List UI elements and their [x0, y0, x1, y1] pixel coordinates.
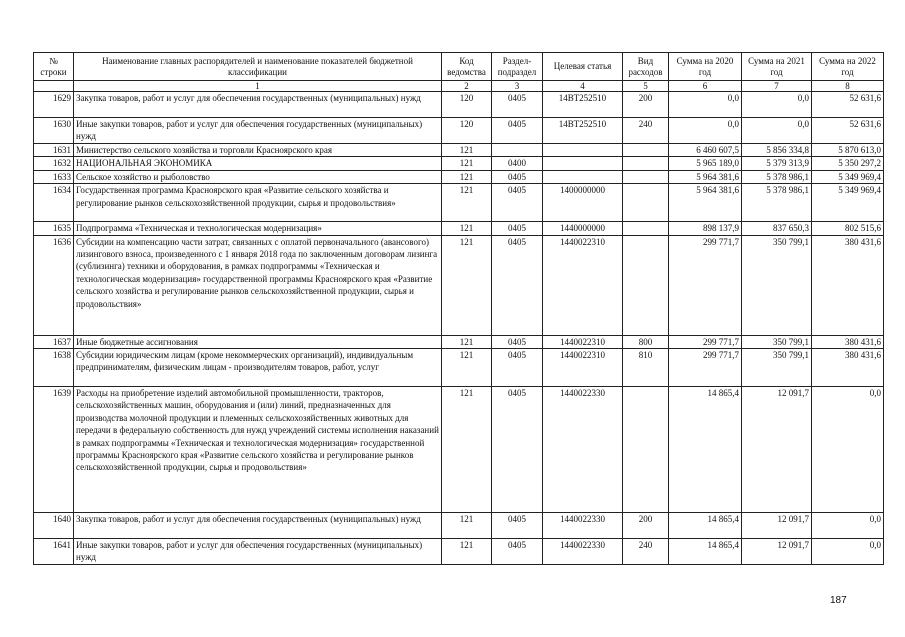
header-name: Наименование главных распорядителей и наименование показателей бюджетной классификации	[74, 53, 442, 81]
row-name: Министерство сельского хозяйства и торговли Красноярского края	[74, 144, 442, 157]
row-department-code: 121	[442, 157, 492, 170]
row-expense-type	[623, 235, 669, 335]
row-name: Иные закупки товаров, работ и услуг для обеспечения государственных (муниципальных) нужд	[74, 118, 442, 144]
row-expense-type: 200	[623, 513, 669, 539]
row-sum-2021: 350 799,1	[742, 235, 812, 335]
row-expense-type: 200	[623, 92, 669, 118]
row-department-code: 121	[442, 170, 492, 183]
row-sum-2020: 5 964 381,6	[669, 184, 742, 222]
row-name: Иные бюджетные ассигнования	[74, 335, 442, 348]
budget-table	[33, 52, 884, 565]
row-name: Иные закупки товаров, работ и услуг для обеспечения государственных (муниципальных) нужд	[74, 539, 442, 565]
header-department-code: Код ведомства	[442, 53, 492, 81]
row-sum-2020: 299 771,7	[669, 349, 742, 387]
row-number: 1637	[34, 335, 74, 348]
row-expense-type	[623, 184, 669, 222]
row-department-code: 121	[442, 144, 492, 157]
row-number: 1629	[34, 92, 74, 118]
table-row	[34, 539, 884, 565]
row-sum-2022: 802 515,6	[812, 222, 884, 235]
header-sum-2021: Сумма на 2021 год	[742, 53, 812, 81]
row-sum-2020: 14 865,4	[669, 539, 742, 565]
row-sum-2021: 0,0	[742, 92, 812, 118]
row-sum-2022: 0,0	[812, 513, 884, 539]
row-department-code: 121	[442, 513, 492, 539]
row-section	[492, 144, 543, 157]
header-section: Раздел-подраздел	[492, 53, 543, 81]
row-sum-2020: 299 771,7	[669, 235, 742, 335]
row-name: Сельское хозяйство и рыболовство	[74, 170, 442, 183]
row-name: Субсидии юридическим лицам (кроме некоммерческих организаций), индивидуальным предпринимателям, физическим лицам - производителям товаров, работ, услуг	[74, 349, 442, 387]
column-number: 7	[742, 81, 812, 92]
row-section: 0405	[492, 235, 543, 335]
row-target-article: 14ВТ252510	[543, 118, 623, 144]
row-sum-2022: 5 349 969,4	[812, 184, 884, 222]
row-sum-2020: 898 137,9	[669, 222, 742, 235]
table-row	[34, 235, 884, 335]
row-sum-2020: 5 964 381,6	[669, 170, 742, 183]
row-target-article: 1440000000	[543, 222, 623, 235]
column-number: 2	[442, 81, 492, 92]
row-number: 1632	[34, 157, 74, 170]
row-sum-2020: 14 865,4	[669, 513, 742, 539]
column-number: 3	[492, 81, 543, 92]
row-number: 1641	[34, 539, 74, 565]
column-number: 6	[669, 81, 742, 92]
column-number	[34, 81, 74, 92]
row-target-article: 1440022330	[543, 539, 623, 565]
row-name: Подпрограмма «Техническая и технологическая модернизация»	[74, 222, 442, 235]
row-target-article: 1440022330	[543, 513, 623, 539]
table-row	[34, 170, 884, 183]
row-name: Закупка товаров, работ и услуг для обеспечения государственных (муниципальных) нужд	[74, 92, 442, 118]
table-row	[34, 513, 884, 539]
table-row	[34, 144, 884, 157]
table-row	[34, 335, 884, 348]
row-target-article: 1440022310	[543, 235, 623, 335]
header-sum-2020: Сумма на 2020 год	[669, 53, 742, 81]
row-number: 1633	[34, 170, 74, 183]
row-sum-2020: 299 771,7	[669, 335, 742, 348]
row-target-article: 1400000000	[543, 184, 623, 222]
row-target-article: 14ВТ252510	[543, 92, 623, 118]
row-expense-type: 240	[623, 118, 669, 144]
row-expense-type: 800	[623, 335, 669, 348]
row-sum-2020: 0,0	[669, 92, 742, 118]
row-section: 0405	[492, 539, 543, 565]
row-expense-type	[623, 387, 669, 513]
row-sum-2021: 12 091,7	[742, 539, 812, 565]
header-target-article: Целевая статья	[543, 53, 623, 81]
row-sum-2021: 12 091,7	[742, 513, 812, 539]
row-number: 1634	[34, 184, 74, 222]
row-expense-type: 810	[623, 349, 669, 387]
row-department-code: 120	[442, 92, 492, 118]
row-target-article: 1440022310	[543, 349, 623, 387]
row-target-article	[543, 144, 623, 157]
row-section: 0405	[492, 118, 543, 144]
row-department-code: 121	[442, 222, 492, 235]
row-sum-2022: 52 631,6	[812, 92, 884, 118]
row-section: 0405	[492, 513, 543, 539]
row-expense-type	[623, 222, 669, 235]
table-row	[34, 118, 884, 144]
row-name: Государственная программа Красноярского края «Развитие сельского хозяйства и регулирование рынков сельскохозяйственной продукции, сырья и продовольствия»	[74, 184, 442, 222]
row-number: 1640	[34, 513, 74, 539]
table-header-row	[34, 53, 884, 81]
row-sum-2022: 5 350 297,2	[812, 157, 884, 170]
row-sum-2020: 0,0	[669, 118, 742, 144]
table-row	[34, 222, 884, 235]
row-section: 0405	[492, 92, 543, 118]
header-sum-2022: Сумма на 2022 год	[812, 53, 884, 81]
row-sum-2020: 5 965 189,0	[669, 157, 742, 170]
row-department-code: 121	[442, 539, 492, 565]
row-department-code: 121	[442, 387, 492, 513]
row-sum-2022: 380 431,6	[812, 335, 884, 348]
row-sum-2020: 14 865,4	[669, 387, 742, 513]
row-number: 1636	[34, 235, 74, 335]
row-sum-2022: 0,0	[812, 387, 884, 513]
row-expense-type: 240	[623, 539, 669, 565]
table-row	[34, 387, 884, 513]
row-name: НАЦИОНАЛЬНАЯ ЭКОНОМИКА	[74, 157, 442, 170]
row-sum-2021: 837 650,3	[742, 222, 812, 235]
row-section: 0405	[492, 170, 543, 183]
column-number: 4	[543, 81, 623, 92]
row-number: 1631	[34, 144, 74, 157]
row-section: 0400	[492, 157, 543, 170]
table-row	[34, 184, 884, 222]
row-target-article: 1440022330	[543, 387, 623, 513]
table-body	[34, 92, 884, 565]
row-sum-2022: 380 431,6	[812, 349, 884, 387]
row-department-code: 120	[442, 118, 492, 144]
row-sum-2022: 5 349 969,4	[812, 170, 884, 183]
column-number: 1	[74, 81, 442, 92]
row-sum-2021: 350 799,1	[742, 349, 812, 387]
row-department-code: 121	[442, 184, 492, 222]
row-sum-2021: 350 799,1	[742, 335, 812, 348]
row-name: Закупка товаров, работ и услуг для обеспечения государственных (муниципальных) нужд	[74, 513, 442, 539]
table-row	[34, 349, 884, 387]
table-row	[34, 92, 884, 118]
table-row	[34, 157, 884, 170]
row-target-article	[543, 170, 623, 183]
row-sum-2022: 0,0	[812, 539, 884, 565]
row-section: 0405	[492, 335, 543, 348]
row-department-code: 121	[442, 235, 492, 335]
row-sum-2021: 12 091,7	[742, 387, 812, 513]
row-expense-type	[623, 157, 669, 170]
row-number: 1639	[34, 387, 74, 513]
row-sum-2022: 5 870 613,0	[812, 144, 884, 157]
row-sum-2022: 380 431,6	[812, 235, 884, 335]
header-expense-type: Вид расходов	[623, 53, 669, 81]
column-number-row	[34, 81, 884, 92]
row-target-article	[543, 157, 623, 170]
row-sum-2021: 5 379 313,9	[742, 157, 812, 170]
row-number: 1630	[34, 118, 74, 144]
row-sum-2021: 5 378 986,1	[742, 170, 812, 183]
row-department-code: 121	[442, 349, 492, 387]
header-row-number: № строки	[34, 53, 74, 81]
row-section: 0405	[492, 349, 543, 387]
row-sum-2021: 5 856 334,8	[742, 144, 812, 157]
row-department-code: 121	[442, 335, 492, 348]
row-name: Расходы на приобретение изделий автомобильной промышленности, тракторов, сельскохозяйственных машин, оборудования и (или) линий, предназначенных для производства молочной продукции и племенных сельскохозяйственных животных для передачи в федеральную собственность для нужд учреждений системы исполнения наказаний в рамках подпрограммы «Техническая и технологическая модернизация» государственной программы Красноярского края «Развитие сельского хозяйства и регулирование рынков сельскохозяйственной продукции, сырья и продовольствия»	[74, 387, 442, 513]
row-sum-2022: 52 631,6	[812, 118, 884, 144]
row-name: Субсидии на компенсацию части затрат, связанных с оплатой первоначального (авансового) лизингового взноса, произведенного с 1 января 2018 года по заключенным договорам лизинга (сублизинга) техники и оборудования, в рамках подпрограммы «Техническая и технологическая модернизация» государственной программы Красноярского края «Развитие сельского хозяйства и регулирование рынков сельскохозяйственной продукции, сырья и продовольствия»	[74, 235, 442, 335]
column-number: 8	[812, 81, 884, 92]
column-number: 5	[623, 81, 669, 92]
row-expense-type	[623, 144, 669, 157]
row-target-article: 1440022310	[543, 335, 623, 348]
row-section: 0405	[492, 222, 543, 235]
row-sum-2021: 0,0	[742, 118, 812, 144]
row-number: 1638	[34, 349, 74, 387]
row-sum-2021: 5 378 986,1	[742, 184, 812, 222]
row-sum-2020: 6 460 607,5	[669, 144, 742, 157]
row-expense-type	[623, 170, 669, 183]
page-number: 187	[830, 595, 847, 606]
row-section: 0405	[492, 184, 543, 222]
row-section: 0405	[492, 387, 543, 513]
row-number: 1635	[34, 222, 74, 235]
